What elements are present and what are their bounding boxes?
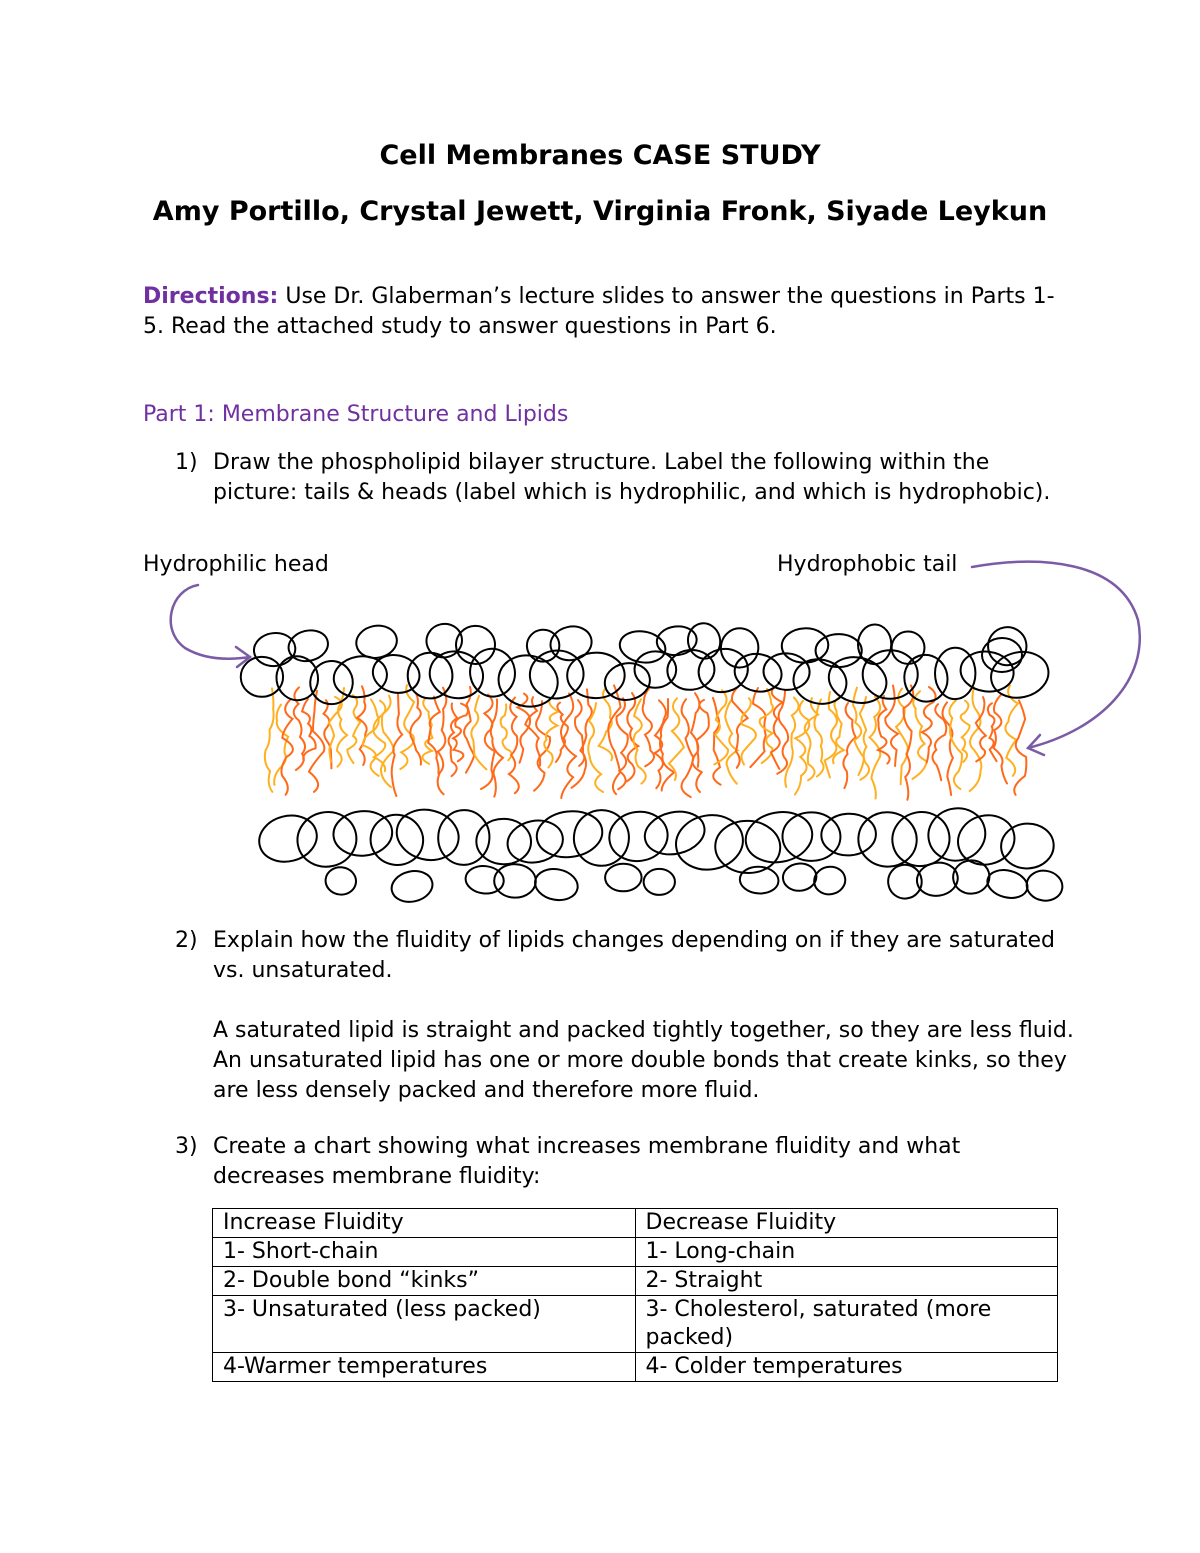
table-cell: 2- Double bond “kinks” — [213, 1267, 636, 1296]
lipid-tail — [491, 699, 503, 796]
lipid-tail — [509, 698, 519, 794]
document-title: Cell Membranes CASE STUDY — [379, 140, 821, 171]
lipid-head — [634, 651, 676, 688]
table-row — [213, 1353, 1058, 1382]
lipid-head — [719, 626, 761, 669]
lipid-tail — [1014, 700, 1026, 794]
table-cell: 4-Warmer temperatures — [213, 1353, 636, 1382]
lipid-tail — [777, 691, 788, 774]
table-cell: 1- Long-chain — [635, 1238, 1058, 1267]
lipid-head — [886, 863, 924, 901]
lipid-tail — [913, 691, 927, 779]
phospholipid-bilayer-drawing — [0, 540, 1200, 920]
lipid-tail — [265, 688, 274, 791]
lipid-tail — [428, 697, 440, 774]
lipid-tail — [922, 687, 936, 762]
question-number: 3) — [175, 1134, 198, 1159]
top-heads — [240, 620, 1053, 711]
table-cell: 2- Straight — [635, 1267, 1058, 1296]
lipid-tail — [1005, 685, 1018, 775]
lipid-head — [891, 631, 924, 664]
lipid-head — [532, 866, 580, 904]
hydrophobic-tail-label: Hydrophobic tail — [777, 552, 958, 577]
directions-paragraph — [143, 282, 1063, 342]
directions-text: Use Dr. Glaberman’s lecture slides to answer the questions in Parts 1-5. Read the attached study to answer questions in Part 6. — [143, 284, 1055, 339]
table-row — [213, 1238, 1058, 1267]
lipid-tail — [438, 688, 447, 795]
lipid-head — [389, 867, 436, 905]
lipid-tail — [309, 691, 324, 792]
table-cell: 1- Short-chain — [213, 1238, 636, 1267]
lipid-tail — [643, 687, 654, 766]
lipid-head — [644, 869, 675, 895]
question-text: Explain how the fluidity of lipids changes depending on if they are saturated vs. unsaturated. — [213, 928, 1056, 983]
lipid-head — [252, 631, 297, 668]
question-number: 2) — [175, 928, 198, 953]
table-row — [213, 1296, 1058, 1353]
table-cell: 3- Cholesterol, saturated (more packed) — [635, 1296, 1058, 1353]
lipid-tail — [870, 697, 881, 799]
lipid-tail — [501, 704, 512, 760]
bottom-heads — [254, 803, 1064, 906]
lipid-head — [605, 864, 642, 892]
part-1-heading: Part 1: Membrane Structure and Lipids — [143, 402, 569, 427]
head-arrow — [171, 585, 250, 667]
lipid-head — [672, 810, 748, 875]
lipid-tail — [410, 693, 421, 764]
table-cell: 4- Colder temperatures — [635, 1353, 1058, 1382]
table-row — [213, 1267, 1058, 1296]
lipid-tail — [932, 704, 946, 780]
fluidity-table — [212, 1208, 1058, 1382]
hydrophobic-tails — [265, 685, 1026, 800]
author-list: Amy Portillo, Crystal Jewett, Virginia Fronk, Siyade Leykun — [152, 196, 1048, 227]
lipid-head — [782, 862, 818, 892]
lipid-tail — [725, 700, 738, 783]
lipid-head — [332, 809, 394, 858]
lipid-head — [984, 866, 1030, 902]
lipid-tail — [347, 695, 360, 763]
hydrophilic-head-label: Hydrophilic head — [143, 552, 329, 577]
lipid-tail — [853, 688, 864, 775]
lipid-head — [494, 864, 536, 898]
table-cell: 3- Unsaturated (less packed) — [213, 1296, 636, 1353]
question-number: 1) — [175, 450, 198, 475]
lipid-head — [781, 627, 829, 663]
lipid-head — [685, 620, 724, 662]
lipid-tail — [281, 700, 292, 795]
question-text: Create a chart showing what increases membrane fluidity and what decreases membrane fluidity: — [213, 1134, 961, 1189]
lipid-head — [901, 651, 951, 705]
question-text: Draw the phospholipid bilayer structure. Label the following within the picture: tails & heads (label which is hydrophilic, and which is hydrophobic). — [213, 450, 1051, 505]
lipid-tail — [453, 704, 468, 762]
lipid-head — [812, 864, 848, 897]
lipid-tail — [741, 698, 756, 764]
lipid-head — [741, 807, 816, 868]
lipid-tail — [544, 698, 558, 768]
lipid-head — [763, 652, 811, 691]
lipid-tail — [994, 695, 1008, 784]
table-header-row — [213, 1209, 1058, 1238]
lipid-head — [504, 816, 566, 867]
lipid-tail — [843, 703, 855, 788]
table-header-cell: Decrease Fluidity — [635, 1209, 1058, 1238]
answer-text: A saturated lipid is straight and packed tightly together, so they are less fluid. An unsaturated lipid has one or more double bonds that create kinks, so they are less densely packed and therefore more fluid. — [213, 1018, 1074, 1103]
question-1 — [175, 448, 1075, 508]
question-3 — [175, 1132, 1075, 1192]
lipid-tail — [814, 700, 823, 777]
lipid-head — [987, 647, 1053, 703]
lipid-head — [324, 866, 358, 897]
lipid-tail — [771, 686, 783, 769]
lipid-tail — [714, 690, 728, 764]
lipid-head — [1025, 868, 1065, 903]
directions-label: Directions: — [143, 284, 279, 309]
lipid-head — [816, 634, 862, 667]
lipid-tail — [599, 689, 612, 760]
lipid-head — [739, 866, 779, 895]
lipid-tail — [970, 687, 982, 791]
lipid-tail — [608, 685, 620, 794]
table-header-cell: Increase Fluidity — [213, 1209, 636, 1238]
lipid-tail — [949, 700, 962, 789]
lipid-head — [534, 807, 605, 861]
lipid-head — [857, 624, 891, 665]
lipid-head — [366, 810, 428, 870]
tail-arrow — [972, 562, 1140, 755]
lipid-head — [887, 807, 954, 871]
lipid-head — [476, 818, 532, 865]
lipid-head — [567, 652, 625, 698]
lipid-head — [331, 652, 391, 701]
question-2 — [175, 926, 1075, 1106]
lipid-head — [985, 624, 1029, 668]
lipid-head — [1000, 822, 1055, 870]
lipid-head — [254, 810, 322, 868]
lipid-head — [923, 803, 990, 867]
lipid-tail — [896, 689, 908, 785]
